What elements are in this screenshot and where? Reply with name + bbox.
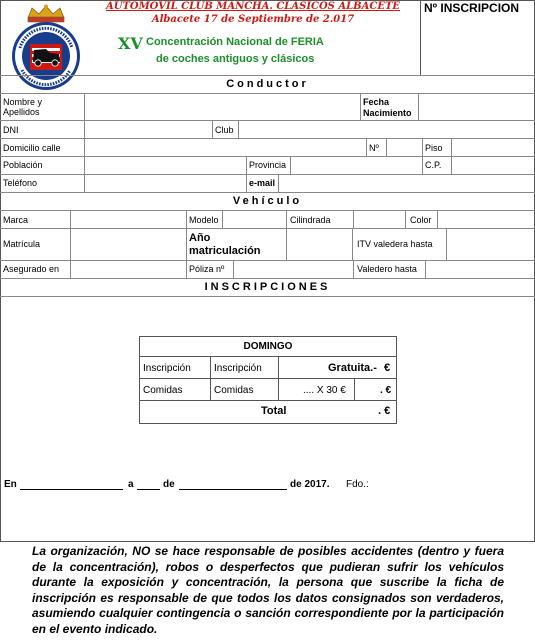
input-valedero[interactable] bbox=[426, 261, 533, 277]
input-cp[interactable] bbox=[452, 157, 533, 173]
label-nombre-1: Nombre y bbox=[3, 97, 43, 107]
input-fecha-nacimiento[interactable] bbox=[419, 94, 533, 119]
sig-a: a bbox=[128, 479, 134, 490]
input-cilindrada[interactable] bbox=[354, 211, 404, 227]
sig-fdo: Fdo.: bbox=[346, 479, 369, 490]
event-date: Albacete 17 de Septiembre de 2.017 bbox=[151, 14, 355, 25]
row-comidas-currency: . € bbox=[380, 385, 392, 396]
row-comidas-concept: Comidas bbox=[214, 385, 254, 396]
input-telefono[interactable] bbox=[85, 175, 245, 191]
label-fecha-1: Fecha bbox=[363, 97, 390, 107]
input-marca[interactable] bbox=[71, 211, 185, 227]
input-piso[interactable] bbox=[452, 139, 533, 155]
section-inscripciones: INSCRIPCIONES bbox=[204, 281, 331, 293]
input-matricula[interactable] bbox=[71, 229, 185, 259]
table-header-domingo: DOMINGO bbox=[243, 341, 293, 352]
sig-place-field[interactable] bbox=[20, 489, 123, 490]
sig-month-field[interactable] bbox=[179, 489, 287, 490]
label-numero: Nº bbox=[369, 143, 379, 153]
input-nombre[interactable] bbox=[85, 94, 359, 119]
label-cp: C.P. bbox=[425, 160, 442, 170]
label-piso: Piso bbox=[425, 143, 443, 153]
label-poliza: Póliza nº bbox=[189, 264, 225, 274]
label-marca: Marca bbox=[3, 215, 29, 225]
club-name: AUTOMOVIL CLUB MANCHA. CLASICOS ALBACETE bbox=[105, 1, 401, 12]
input-color[interactable] bbox=[438, 211, 533, 227]
total-value: . € bbox=[378, 405, 391, 417]
label-itv: ITV valedera hasta bbox=[357, 239, 433, 249]
row-inscripcion-concept: Inscripción bbox=[214, 363, 262, 374]
row-comidas-label: Comidas bbox=[143, 385, 183, 396]
input-modelo[interactable] bbox=[223, 211, 285, 227]
label-poblacion: Población bbox=[3, 160, 43, 170]
event-number: XV bbox=[118, 34, 143, 53]
input-comidas-total[interactable] bbox=[355, 379, 383, 399]
label-telefono: Teléfono bbox=[3, 178, 38, 188]
row-inscripcion-label: Inscripción bbox=[143, 363, 191, 374]
input-ano-matriculacion[interactable] bbox=[287, 229, 351, 259]
sig-day-field[interactable] bbox=[137, 489, 160, 490]
input-provincia[interactable] bbox=[291, 157, 421, 173]
section-vehiculo: Vehículo bbox=[232, 195, 303, 207]
label-email: e-mail bbox=[249, 178, 276, 188]
label-valedero: Valedero hasta bbox=[357, 264, 417, 274]
label-ano-2: matriculación bbox=[189, 245, 261, 257]
total-label: Total bbox=[261, 405, 287, 417]
row-inscripcion-currency: € bbox=[384, 362, 391, 374]
sig-year: de 2017. bbox=[290, 479, 330, 490]
event-title-line1: Concentración Nacional de FERIA bbox=[146, 36, 324, 48]
sig-de: de bbox=[163, 479, 175, 490]
input-poblacion[interactable] bbox=[85, 157, 245, 173]
label-asegurado: Asegurado en bbox=[3, 264, 60, 274]
row-inscripcion-amount: Gratuita.- bbox=[328, 362, 377, 374]
inscripcion-number-field[interactable] bbox=[421, 18, 533, 74]
input-asegurado[interactable] bbox=[71, 261, 185, 277]
input-itv[interactable] bbox=[447, 229, 533, 259]
label-domicilio: Domicilio calle bbox=[3, 143, 61, 153]
label-modelo: Modelo bbox=[189, 215, 219, 225]
input-club[interactable] bbox=[239, 121, 533, 137]
label-club: Club bbox=[215, 125, 234, 135]
label-color: Color bbox=[410, 215, 432, 225]
inscripcion-number-label: Nº INSCRIPCION bbox=[424, 1, 520, 15]
disclaimer-text: La organización, NO se hace responsable de posibles accidentes (dentro y fuera de la concentración), robos o desperfectos que pudieran sufrir los vehículos durante la exposición y concentración, la persona que suscribe la ficha de inscripción es responsable de que todos los datos consignados son verdaderos, asumiendo cualquier contingencia o sanción correspondiente por la participación en el evento indicado. bbox=[32, 544, 504, 636]
input-email[interactable] bbox=[279, 175, 533, 191]
sig-en: En bbox=[4, 479, 17, 490]
input-domicilio[interactable] bbox=[85, 139, 365, 155]
label-dni: DNI bbox=[3, 125, 19, 135]
label-cilindrada: Cilindrada bbox=[290, 215, 331, 225]
label-nombre-2: Apellidos bbox=[3, 107, 40, 117]
row-comidas-amount: .... X 30 € bbox=[303, 385, 346, 396]
input-poliza[interactable] bbox=[234, 261, 352, 277]
label-matricula: Matrícula bbox=[3, 239, 41, 249]
label-provincia: Provincia bbox=[249, 160, 287, 170]
input-numero[interactable] bbox=[387, 139, 421, 155]
label-ano-1: Año bbox=[189, 232, 211, 244]
section-conductor: Conductor bbox=[226, 78, 309, 90]
input-dni[interactable] bbox=[85, 121, 211, 137]
label-fecha-2: Nacimiento bbox=[363, 108, 412, 118]
event-title-line2: de coches antiguos y clásicos bbox=[156, 53, 315, 65]
